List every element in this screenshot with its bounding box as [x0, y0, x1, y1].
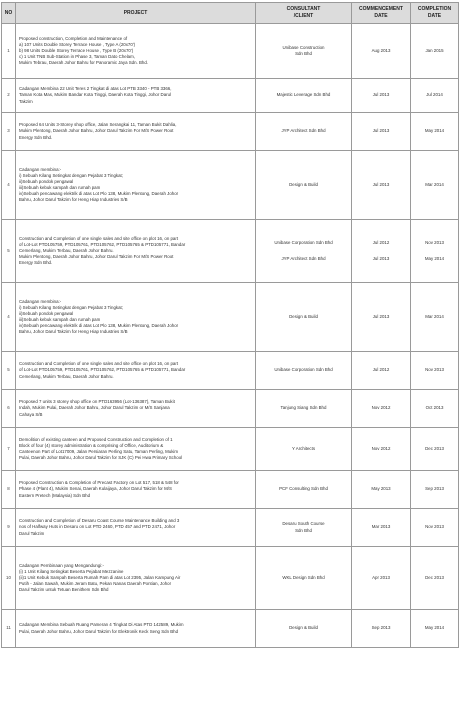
consultant-client-text: Design & Build — [289, 625, 318, 631]
project-description — [16, 390, 256, 428]
completion-date — [411, 220, 459, 283]
commencement-date — [352, 428, 411, 471]
consultant-client-text: JYP Architect Sdn Bhd — [281, 256, 326, 261]
commencement-date — [352, 610, 411, 648]
consultant-client — [256, 509, 352, 547]
row-number: 1 — [2, 24, 16, 79]
project-line: Takzim — [19, 98, 33, 104]
project-line: Mukim Plentong, Daerah Johor Bahru, Johor Darul Takzim For M/S Power Root — [19, 254, 174, 260]
header-row — [2, 3, 459, 24]
row-number: 3 — [2, 113, 16, 151]
table-row — [2, 610, 459, 648]
completion-date-text: Nov 2013 — [425, 367, 444, 373]
project-line: Taman Kota Mas, Mukim Bandar Kota Tinggi, Daerah Kota Tinggi, Johor Darul — [19, 92, 172, 98]
consultant-client — [256, 151, 352, 220]
project-line: iii)Sebuah kebuk sampah dan rumah pam — [19, 185, 101, 190]
header-commencement-date: COMMENCEMENT DATE — [352, 3, 411, 24]
row-number: 7 — [2, 428, 16, 471]
consultant-client — [256, 283, 352, 352]
completion-date-text: May 2014 — [424, 625, 445, 631]
consultant-client-text: Unibase Construction — [282, 44, 325, 50]
project-line: b) 98 Units Double Storey Terrace House , Type B (20x70') — [19, 47, 134, 53]
project-line: Darul Takzim — [19, 530, 45, 536]
project-description — [16, 113, 256, 151]
consultant-client-text: JYP Architect Sdn Bhd — [281, 128, 326, 134]
project-description — [16, 79, 256, 113]
consultant-client-text: Tanjung Siang Sdn Bhd — [280, 405, 327, 411]
commencement-date-text: Jul 2012 — [372, 239, 390, 245]
completion-date — [411, 428, 459, 471]
commencement-date — [352, 113, 411, 151]
consultant-client — [256, 610, 352, 648]
consultant-client — [256, 79, 352, 113]
project-line: Putih - Jalan Sawah, Mukim Jeram Batu, Pekan Nanas Daerah Pontian, Johor — [19, 581, 172, 587]
project-description — [16, 547, 256, 610]
consultant-client — [256, 220, 352, 283]
project-description — [16, 428, 256, 471]
completion-date-text: Nov 2013 — [425, 239, 444, 245]
project-line: Cadangan membina:- — [19, 298, 62, 304]
completion-date-text: Dec 2013 — [425, 574, 444, 580]
project-line: Cemerlang, Mukim Terbau, Daerah Johor Bahru. — [19, 247, 114, 253]
completion-date-text: May 2014 — [424, 128, 445, 134]
commencement-date-text: May 2013 — [371, 486, 391, 492]
consultant-client-text: Sdn Bhd — [295, 51, 312, 56]
completion-date-text: Nov 2013 — [425, 524, 444, 530]
table-row — [2, 428, 459, 471]
row-number: 6 — [2, 390, 16, 428]
commencement-date-text: Mar 2013 — [371, 524, 391, 530]
project-line: Energy Sdn Bhd. — [19, 134, 53, 140]
consultant-client-text: Desaru South Course — [282, 521, 325, 527]
completion-date — [411, 113, 459, 151]
commencement-date-text: Nov 2012 — [371, 405, 391, 411]
completion-date-text: Oct 2013 — [425, 405, 444, 411]
header-consultant: CONSULTANT /CLIENT — [256, 3, 352, 24]
project-line: Bahru, Johor Darul Takzim for Heng Hiap Industries S/B — [19, 197, 128, 203]
project-description — [16, 24, 256, 79]
project-line: (i) 1 Unit Kilang Setingkat Beserta Pejabat Mezzanine — [19, 568, 124, 574]
project-line: Eastern Pretech (Malaysia) Sdn Bhd — [19, 492, 91, 498]
project-line: a) 107 Units Double Storey Terrace House , Type A (20x70') — [19, 41, 136, 47]
project-line: Construction and Completion of one single sales and site office on plot 16, on part — [19, 361, 179, 367]
project-description — [16, 352, 256, 390]
completion-date — [411, 547, 459, 610]
project-line: Cadangan Membina 22 Unit Teres 2 Tingkat di atas Lot PTB 3340 - PTB 3366, — [19, 86, 172, 92]
consultant-client — [256, 471, 352, 509]
table-row — [2, 113, 459, 151]
project-line: Proposed Construction & Completion of Precast Factory on Lot 517, 518 & 548 for — [19, 480, 179, 486]
commencement-date — [352, 283, 411, 352]
commencement-date — [352, 509, 411, 547]
table-row — [2, 79, 459, 113]
row-number: 5 — [2, 352, 16, 390]
project-line: iv)Sebuah pencawang elektrik di atas Lot Plo 138, Mukim Plentong, Daerah Johor — [19, 323, 179, 329]
consultant-client — [256, 428, 352, 471]
table-row — [2, 471, 459, 509]
project-line: Cadangan membina:- — [19, 166, 62, 172]
commencement-date — [352, 352, 411, 390]
header-project: PROJECT — [16, 3, 256, 24]
row-number: 4 — [2, 151, 16, 220]
completion-date — [411, 352, 459, 390]
project-line: Proposed 7 units 3 storey shop office on PTD163956 (Lot-136387), Taman Bukit — [19, 399, 175, 405]
project-line: Construction and Completion of one single sales and site office on plot 16, on part — [19, 235, 179, 241]
consultant-client-text: Design & Build — [289, 181, 318, 187]
commencement-date — [352, 24, 411, 79]
project-line: ii)Sebuah pondok pengawal — [19, 178, 74, 184]
project-description — [16, 220, 256, 283]
consultant-client — [256, 113, 352, 151]
commencement-date — [352, 220, 411, 283]
table-row — [2, 547, 459, 610]
project-line: Darul Takzim untuk Tetuan Benithem Sdn Bhd — [19, 587, 109, 593]
project-line: Indah, Mukim Pulai, Daerah Johor Bahru, Johor Darul Takzim or M/S Sanjana — [19, 405, 170, 411]
header-completion-date: COMPLETION DATE — [411, 3, 459, 24]
project-table — [1, 2, 459, 648]
consultant-client-text: Sdn Bhd — [295, 527, 312, 533]
completion-date — [411, 151, 459, 220]
commencement-date-text: Jul 2012 — [372, 367, 390, 373]
project-line: Cadangan Membina Sebuah Ruang Pameran 4 Tingkat Di Atas PTD 142589, Mukim — [19, 622, 184, 628]
consultant-client-text: WKL Design Sdn Bhd — [282, 574, 325, 580]
completion-date — [411, 509, 459, 547]
project-line: Bahru, Johor Darul Takzim for Heng Hiap Industries S/B — [19, 329, 128, 335]
project-line: Cemerlang, Mukim Terbau, Daerah Johor Bahru. — [19, 373, 114, 379]
consultant-client — [256, 390, 352, 428]
consultant-client — [256, 24, 352, 79]
completion-date — [411, 79, 459, 113]
table-row — [2, 220, 459, 283]
project-description — [16, 151, 256, 220]
header-no: NO — [2, 3, 16, 24]
commencement-date — [352, 547, 411, 610]
table-row — [2, 24, 459, 79]
row-number: 11 — [2, 610, 16, 648]
completion-date-text: Sep 2013 — [425, 486, 444, 492]
project-description — [16, 283, 256, 352]
table-row — [2, 509, 459, 547]
project-line: Phase 4 (Plant 4), Mukim Senai, Daerah Kulaijaya, Johor Darul Takzim for M/S — [19, 486, 172, 492]
commencement-date — [352, 151, 411, 220]
consultant-client — [256, 352, 352, 390]
commencement-date-text: Sep 2013 — [371, 625, 391, 631]
completion-date-text: Jul 2014 — [426, 92, 443, 98]
consultant-client — [256, 547, 352, 610]
project-line: Block of four (4) storey administration & comprising of Office, Auditorium & — [19, 442, 164, 448]
table-row — [2, 390, 459, 428]
commencement-date-text: Aug 2013 — [371, 47, 391, 53]
completion-date-text: Mar 2014 — [425, 181, 444, 187]
project-line: Cahaya S/B — [19, 411, 43, 417]
completion-date — [411, 390, 459, 428]
consultant-client-text: Majestic Leverage Sdn Bhd — [276, 92, 331, 98]
project-line: Mukim Plentong, Daerah Johor Bahru, Johor Darul Takzim For M/S Power Root — [19, 128, 174, 134]
row-number: 4 — [2, 283, 16, 352]
completion-date — [411, 24, 459, 79]
commencement-date — [352, 390, 411, 428]
consultant-client-text: Design & Build — [289, 313, 318, 319]
project-line: Pulai, Daerah Johor Bahru, Johor Darul Takzim for Elektronik Keck Seng Sdn Bhd — [19, 628, 179, 634]
commencement-date-text: Jul 2013 — [372, 128, 390, 134]
completion-date-text: Jan 2015 — [425, 47, 444, 53]
completion-date-text: Dec 2013 — [425, 445, 444, 451]
project-line: Demolition of existing canteen and Proposed Construction and Completion of 1 — [19, 436, 173, 442]
consultant-client-text: PCF Consulting Sdn Bhd — [279, 486, 328, 492]
project-line: nos of Halfway Huts in Desaru on Lot PTD 2460, PTD 457 and PTD 2471, Johor — [19, 524, 176, 530]
project-line: ii)Sebuah pondok pengawal — [19, 310, 74, 316]
row-number: 9 — [2, 509, 16, 547]
commencement-date-text: Jul 2013 — [372, 256, 390, 261]
consultant-client-text: Unibase Corporation Sdn Bhd — [274, 239, 333, 245]
consultant-client-text: Unibase Corporation Sdn Bhd — [274, 367, 333, 373]
project-line: i) Sebuah Kilang Setingkat dengan Pejabat 3 Tingkat; — [19, 172, 123, 178]
project-description — [16, 509, 256, 547]
consultant-client-text: Y Architects — [291, 445, 316, 451]
project-line: Mukim Tebrau, Daerah Johor Bahru for Panoramic Jaya Sdn. Bhd. — [19, 60, 149, 66]
project-description — [16, 610, 256, 648]
commencement-date-text: Nov 2012 — [371, 445, 391, 451]
row-number: 10 — [2, 547, 16, 610]
project-line: (ii)1 Unit Kebuk Sampah Beserta Rumah Pam di atas Lot 2395, Jalan Kampung Air — [19, 574, 181, 580]
project-line: Energy Sdn Bhd. — [19, 260, 53, 266]
table-row — [2, 352, 459, 390]
commencement-date-text: Jul 2013 — [372, 92, 390, 98]
completion-date-text: Mar 2014 — [425, 313, 444, 319]
commencement-date — [352, 471, 411, 509]
commencement-date — [352, 79, 411, 113]
project-line: c) 1 Unit TNB Sub-Station in Phase 3, Taman Dato Chelam, — [19, 54, 136, 60]
row-number: 5 — [2, 220, 16, 283]
completion-date — [411, 283, 459, 352]
project-line: Construction and Completion of Desaru Coast Course Maintenance Building and 3 — [19, 518, 180, 524]
project-line: of Lot-Lot PTD105759, PTD105761, PTD105762, PTD105765 & PTD105771, Bandar — [19, 367, 186, 373]
project-line: Canteenon Part of Lot17009, Jalan Persiaran Perling Satu, Taman Perling, Mukim — [19, 449, 179, 454]
row-number: 2 — [2, 79, 16, 113]
table-row — [2, 283, 459, 352]
project-description — [16, 471, 256, 509]
commencement-date-text: Jul 2013 — [372, 181, 390, 187]
completion-date — [411, 471, 459, 509]
project-line: iv)Sebuah pencawang elektrik di atas Lot Plo 138, Mukim Plentong, Daerah Johor — [19, 191, 179, 197]
commencement-date-text: Jul 2013 — [372, 313, 390, 319]
table-row — [2, 151, 459, 220]
project-reference-sheet — [1, 2, 458, 648]
row-number: 8 — [2, 471, 16, 509]
commencement-date-text: Apr 2013 — [372, 574, 390, 580]
project-line: Pulai, Daerah Johor Bahru, Johor Darul Takzim for SJK (C) Pei Hwa Primary School — [19, 455, 183, 461]
project-line: Proposed 64 Units 3-Storey shop office, Jalan Serangkai 11, Taman Bukit Dahlia, — [19, 122, 177, 128]
project-line: of Lot-Lot PTD105759, PTD105761, PTD105762, PTD105765 & PTD105771, Bandar — [19, 241, 186, 247]
project-line: iii)Sebuah kebuk sampah dan rumah pam — [19, 317, 101, 322]
completion-date-text: May 2014 — [424, 256, 445, 261]
project-line: Cadangan Pembinaan yang Mengandungi:- — [19, 562, 104, 568]
project-line: Proposed construction, Completion and Maintenance of — [19, 35, 128, 41]
completion-date — [411, 610, 459, 648]
project-line: i) Sebuah Kilang Setingkat dengan Pejabat 3 Tingkat; — [19, 304, 123, 310]
